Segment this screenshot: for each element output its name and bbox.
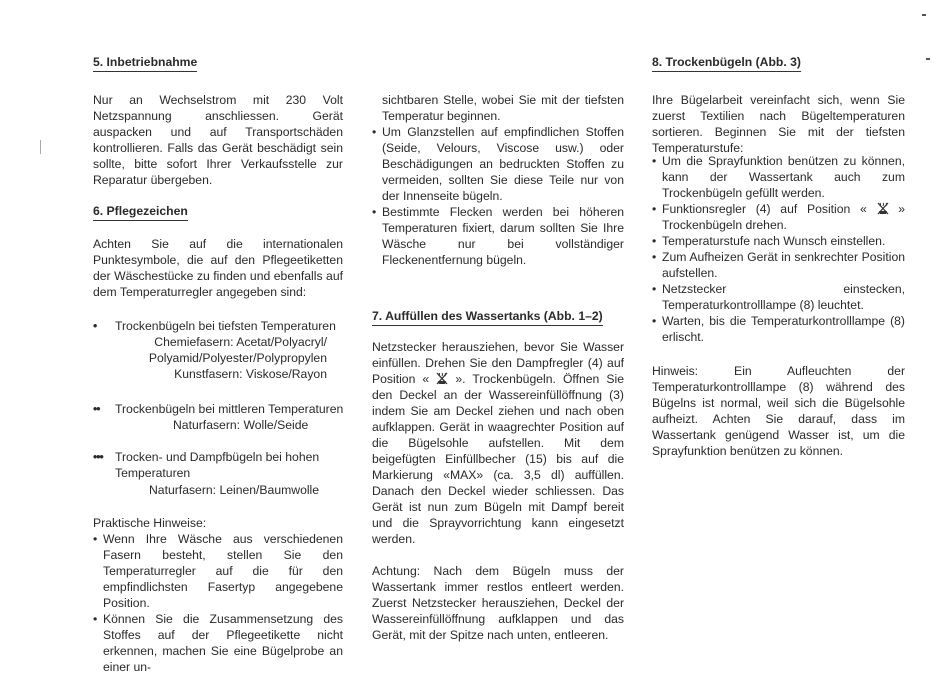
section-8-intro: Ihre Bügelarbeit vereinfacht sich, wenn Sie zuerst Textilien nach Bügeltemperaturen sortieren. Beginnen Sie mit der tiefsten Temperaturstufe: — [652, 93, 905, 155]
care-item-2 — [93, 401, 343, 435]
care-item-1-detail-3: Kunstfasern: Viskose/Rayon — [174, 367, 327, 381]
section-8-heading: 8. Trockenbügeln (Abb. 3) — [652, 54, 801, 72]
care-item-3-detail-1: Naturfasern: Leinen/Baumwolle — [149, 483, 320, 497]
tips-label: Praktische Hinweise: — [93, 516, 207, 530]
section-8-bullet-1: • Um die Sprayfunktion benützen zu können, kann der Wassertank auch zum Trockenbügeln gefüllt werden. — [652, 153, 905, 201]
care-item-1-detail-2: Polyamid/Polyester/Polypropylen — [148, 351, 327, 365]
scan-mark — [40, 140, 41, 154]
section-5-heading: 5. Inbetriebnahme — [93, 54, 197, 72]
tip-item-2: • Können Sie die Zusammensetzung des Stoffes auf der Pflegeetikette nicht erkennen, machen Sie eine Bügelprobe an einer un- — [93, 611, 343, 675]
no-steam-icon — [436, 372, 448, 385]
section-7-text-part-1: Netzstecker herausziehen, bevor Sie Wasser einfüllen. Drehen Sie den Dampfregler (4) auf Position « — [372, 340, 624, 386]
section-8-bullet-2-part-2: » Trockenbügeln drehen. — [662, 202, 906, 232]
tip-item-1: • Wenn Ihre Wäsche aus verschiedenen Fasern besteht, stellen Sie den Temperaturregler auf die für den empfindlichsten Fasertyp angegebene Position. — [93, 531, 343, 611]
section-5-text: Nur an Wechselstrom mit 230 Volt Netzspannung anschliessen. Gerät auspacken und auf Transportschäden kontrollieren. Falls das Gerät beschädigt sein sollte, bitte sofort Ihrer Verkaufsstelle zur Reparatur übergeben. — [93, 93, 343, 187]
care-item-1 — [93, 318, 343, 381]
section-8-bullet-6: • Warten, bis die Temperaturkontrolllampe (8) erlischt. — [652, 313, 905, 345]
no-steam-icon — [877, 202, 889, 215]
section-8-bullets — [652, 153, 905, 345]
section-6-heading: 6. Pflegezeichen — [93, 203, 188, 221]
section-7-text-part-2: ». Trockenbügeln. Öffnen Sie den Deckel an der Wassereinfüllöffnung (3) indem Sie am Deckel ziehen und nach oben aufklappen. Gerät in waagrechter Position auf die Bügelsohle aufstellen. Mit dem beigefügten Einfüllbecher (15) bis auf die Markierung «MAX» (ca. 3,5 dl) auffüllen. Danach den Deckel wieder schliessen. Das Gerät ist nun zum Bügeln mit Dampf bereit und die Sprayvorrichtung kann eingesetzt werden. — [372, 372, 624, 546]
care-item-2-main: Trockenbügeln bei mittleren Temperaturen — [115, 402, 344, 416]
care-item-3-main-2: Temperaturen — [115, 466, 191, 480]
care-item-3-main: Trocken- und Dampfbügeln bei hohen — [115, 450, 320, 464]
section-8-note: Hinweis: Ein Aufleuchten der Temperaturkontrolllampe (8) während des Bügelns ist normal, weil sich die Bügelsohle aufheizt. Achten Sie darauf, dass im Wassertank genügend Wasser ist, um die Sprayfunktion benützen zu können. — [652, 364, 905, 458]
scan-mark — [922, 14, 926, 16]
one-dot-symbol: • — [93, 319, 97, 333]
section-6-intro: Achten Sie auf die internationalen Punktesymbole, die auf den Pflegeetiketten der Wäschestücke zu finden und ebenfalls auf dem Temperaturregler angegeben sind: — [93, 237, 343, 299]
care-item-1-detail-1: Chemiefasern: Acetat/Polyacryl/ — [154, 335, 327, 349]
scan-mark — [926, 58, 930, 60]
three-dots-symbol: ••• — [93, 450, 103, 464]
section-7-caution: Achtung: Nach dem Bügeln muss der Wassertank immer restlos entleert werden. Zuerst Netzstecker herausziehen, Deckel der Wassereinfüllöffnung aufklappen und das Gerät, mit der Spitze nach unten, entleeren. — [372, 564, 624, 642]
care-bullets — [372, 124, 624, 268]
section-8-bullet-2 — [652, 201, 905, 233]
section-8-bullet-3: • Temperaturstufe nach Wunsch einstellen. — [652, 233, 905, 249]
care-item-1-main: Trockenbügeln bei tiefsten Temperaturen — [115, 319, 336, 333]
section-8-bullet-5: • Netzstecker einstecken, Temperaturkontrolllampe (8) leuchtet. — [652, 281, 905, 313]
section-7-text — [372, 339, 624, 547]
care-item-2-detail-1: Naturfasern: Wolle/Seide — [173, 418, 309, 432]
bullet-glanzstellen: • Um Glanzstellen auf empfindlichen Stoffen (Seide, Velours, Viscose usw.) oder Beschädigungen an bedruckten Stoffen zu vermeiden, sollten Sie diese Teile nur von der Innenseite bügeln. — [372, 124, 624, 204]
continuation-text: sichtbaren Stelle, wobei Sie mit der tiefsten Temperatur beginnen. — [382, 93, 624, 123]
tips-list — [93, 531, 343, 675]
two-dots-symbol: •• — [93, 402, 100, 416]
section-8-bullet-2-part-1: Funktionsregler (4) auf Position « — [662, 202, 867, 216]
section-8-bullet-4: • Zum Aufheizen Gerät in senkrechter Position aufstellen. — [652, 249, 905, 281]
care-item-3 — [93, 449, 343, 499]
section-7-heading: 7. Auffüllen des Wassertanks (Abb. 1–2) — [372, 308, 603, 326]
bullet-flecken: • Bestimmte Flecken werden bei höheren Temperaturen fixiert, darum sollten Sie Ihre Wäsche nur bei vollständiger Fleckenentfernung bügeln. — [372, 204, 624, 268]
